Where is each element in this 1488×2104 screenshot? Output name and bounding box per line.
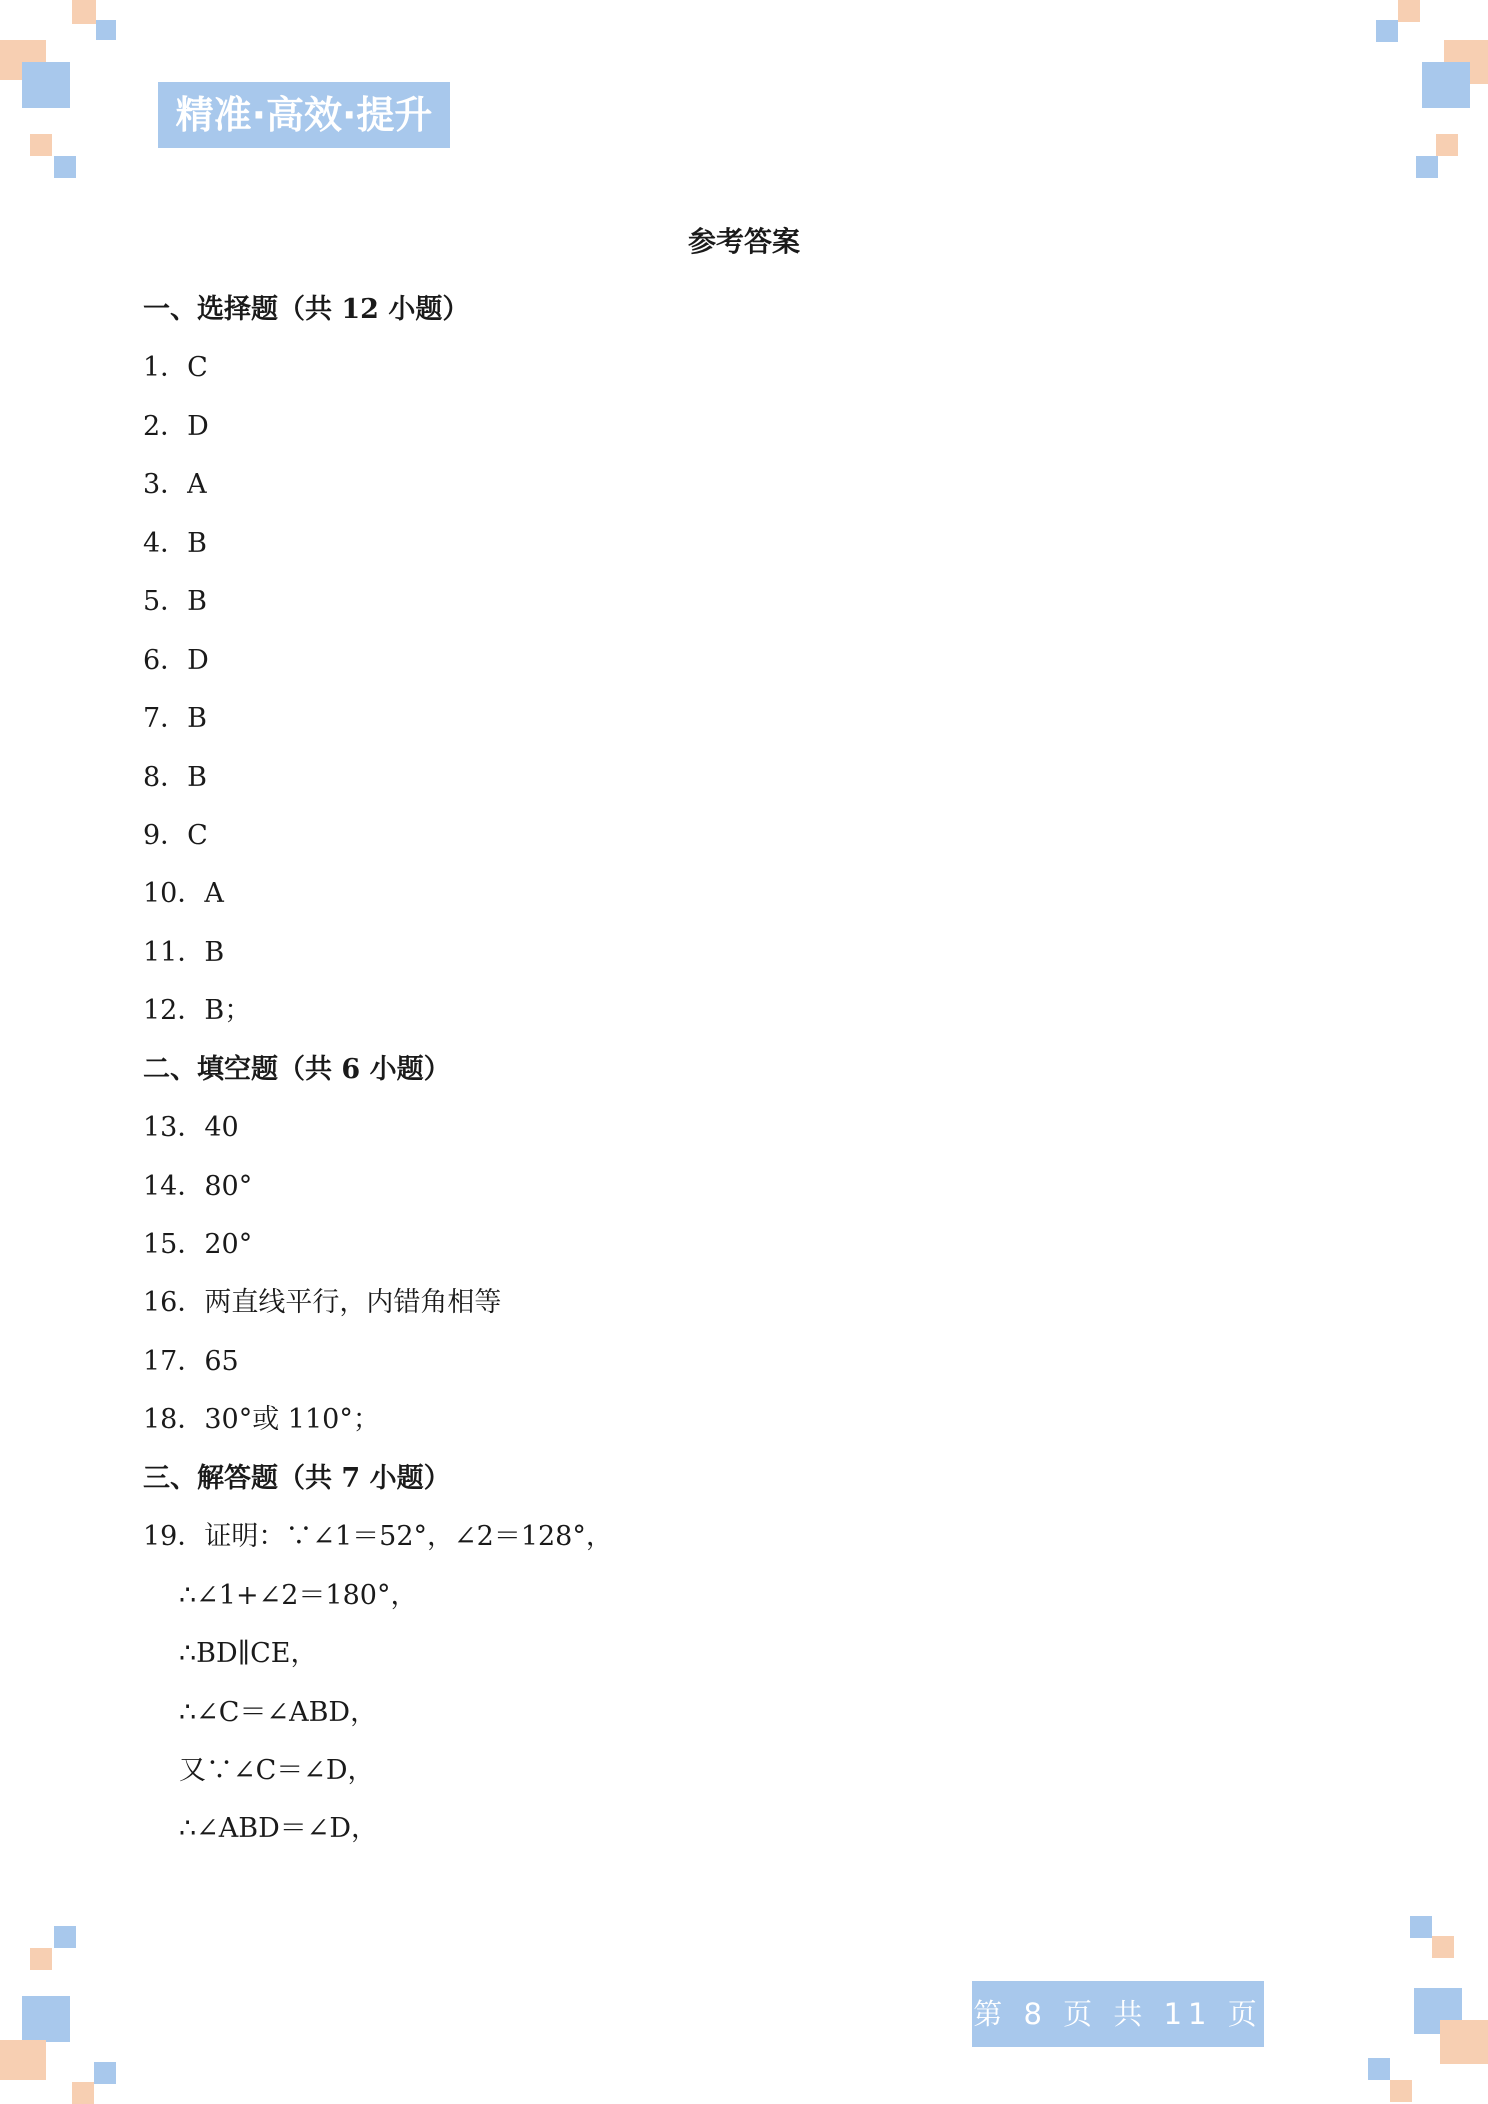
- answer-item: 2．D: [143, 410, 209, 442]
- answer-item: 11．B: [143, 936, 225, 968]
- answer-item: 9．C: [143, 819, 208, 851]
- page-number-badge: 第 8 页 共 11 页: [972, 1981, 1264, 2047]
- answer-item: 4．B: [143, 527, 208, 559]
- proof-step: ∴∠C＝∠ABD，: [179, 1696, 378, 1728]
- section-heading: 一、选择题（共 12 小题）: [143, 294, 470, 325]
- answer-item: 6．D: [143, 644, 209, 676]
- answer-item: 17．65: [143, 1345, 239, 1377]
- answer-item: 5．B: [143, 586, 208, 618]
- answer-item: 18．30°或 110°；: [143, 1404, 380, 1436]
- answer-item: 3．A: [143, 469, 207, 501]
- answer-item: 14．80°: [143, 1170, 253, 1202]
- brand-banner: 精准·高效·提升: [158, 82, 450, 148]
- section-heading: 三、解答题（共 7 小题）: [143, 1462, 451, 1494]
- page-title: 参考答案: [687, 225, 800, 258]
- proof-step: ∴∠ABD＝∠D，: [179, 1813, 379, 1845]
- answer-item: 7．B: [143, 703, 208, 735]
- answer-item: 16．两直线平行，内错角相等: [143, 1287, 502, 1319]
- proof-step: 又∵∠C＝∠D，: [179, 1754, 375, 1786]
- proof-step: ∴∠1+∠2＝180°，: [179, 1579, 418, 1611]
- answer-item: 15．20°: [143, 1229, 253, 1260]
- answer-item: 1．C: [143, 352, 208, 384]
- answer-list: [143, 281, 613, 1859]
- proof-step: ∴BD∥CE，: [179, 1638, 318, 1670]
- answer-item: 10．A: [143, 878, 224, 910]
- answer-item: 19．证明：∵∠1＝52°，∠2＝128°，: [143, 1521, 613, 1553]
- answer-item: 13．40: [143, 1112, 239, 1144]
- answer-item: 12．B；: [143, 995, 252, 1027]
- answer-item: 8．B: [143, 761, 208, 793]
- section-heading: 二、填空题（共 6 小题）: [143, 1053, 451, 1085]
